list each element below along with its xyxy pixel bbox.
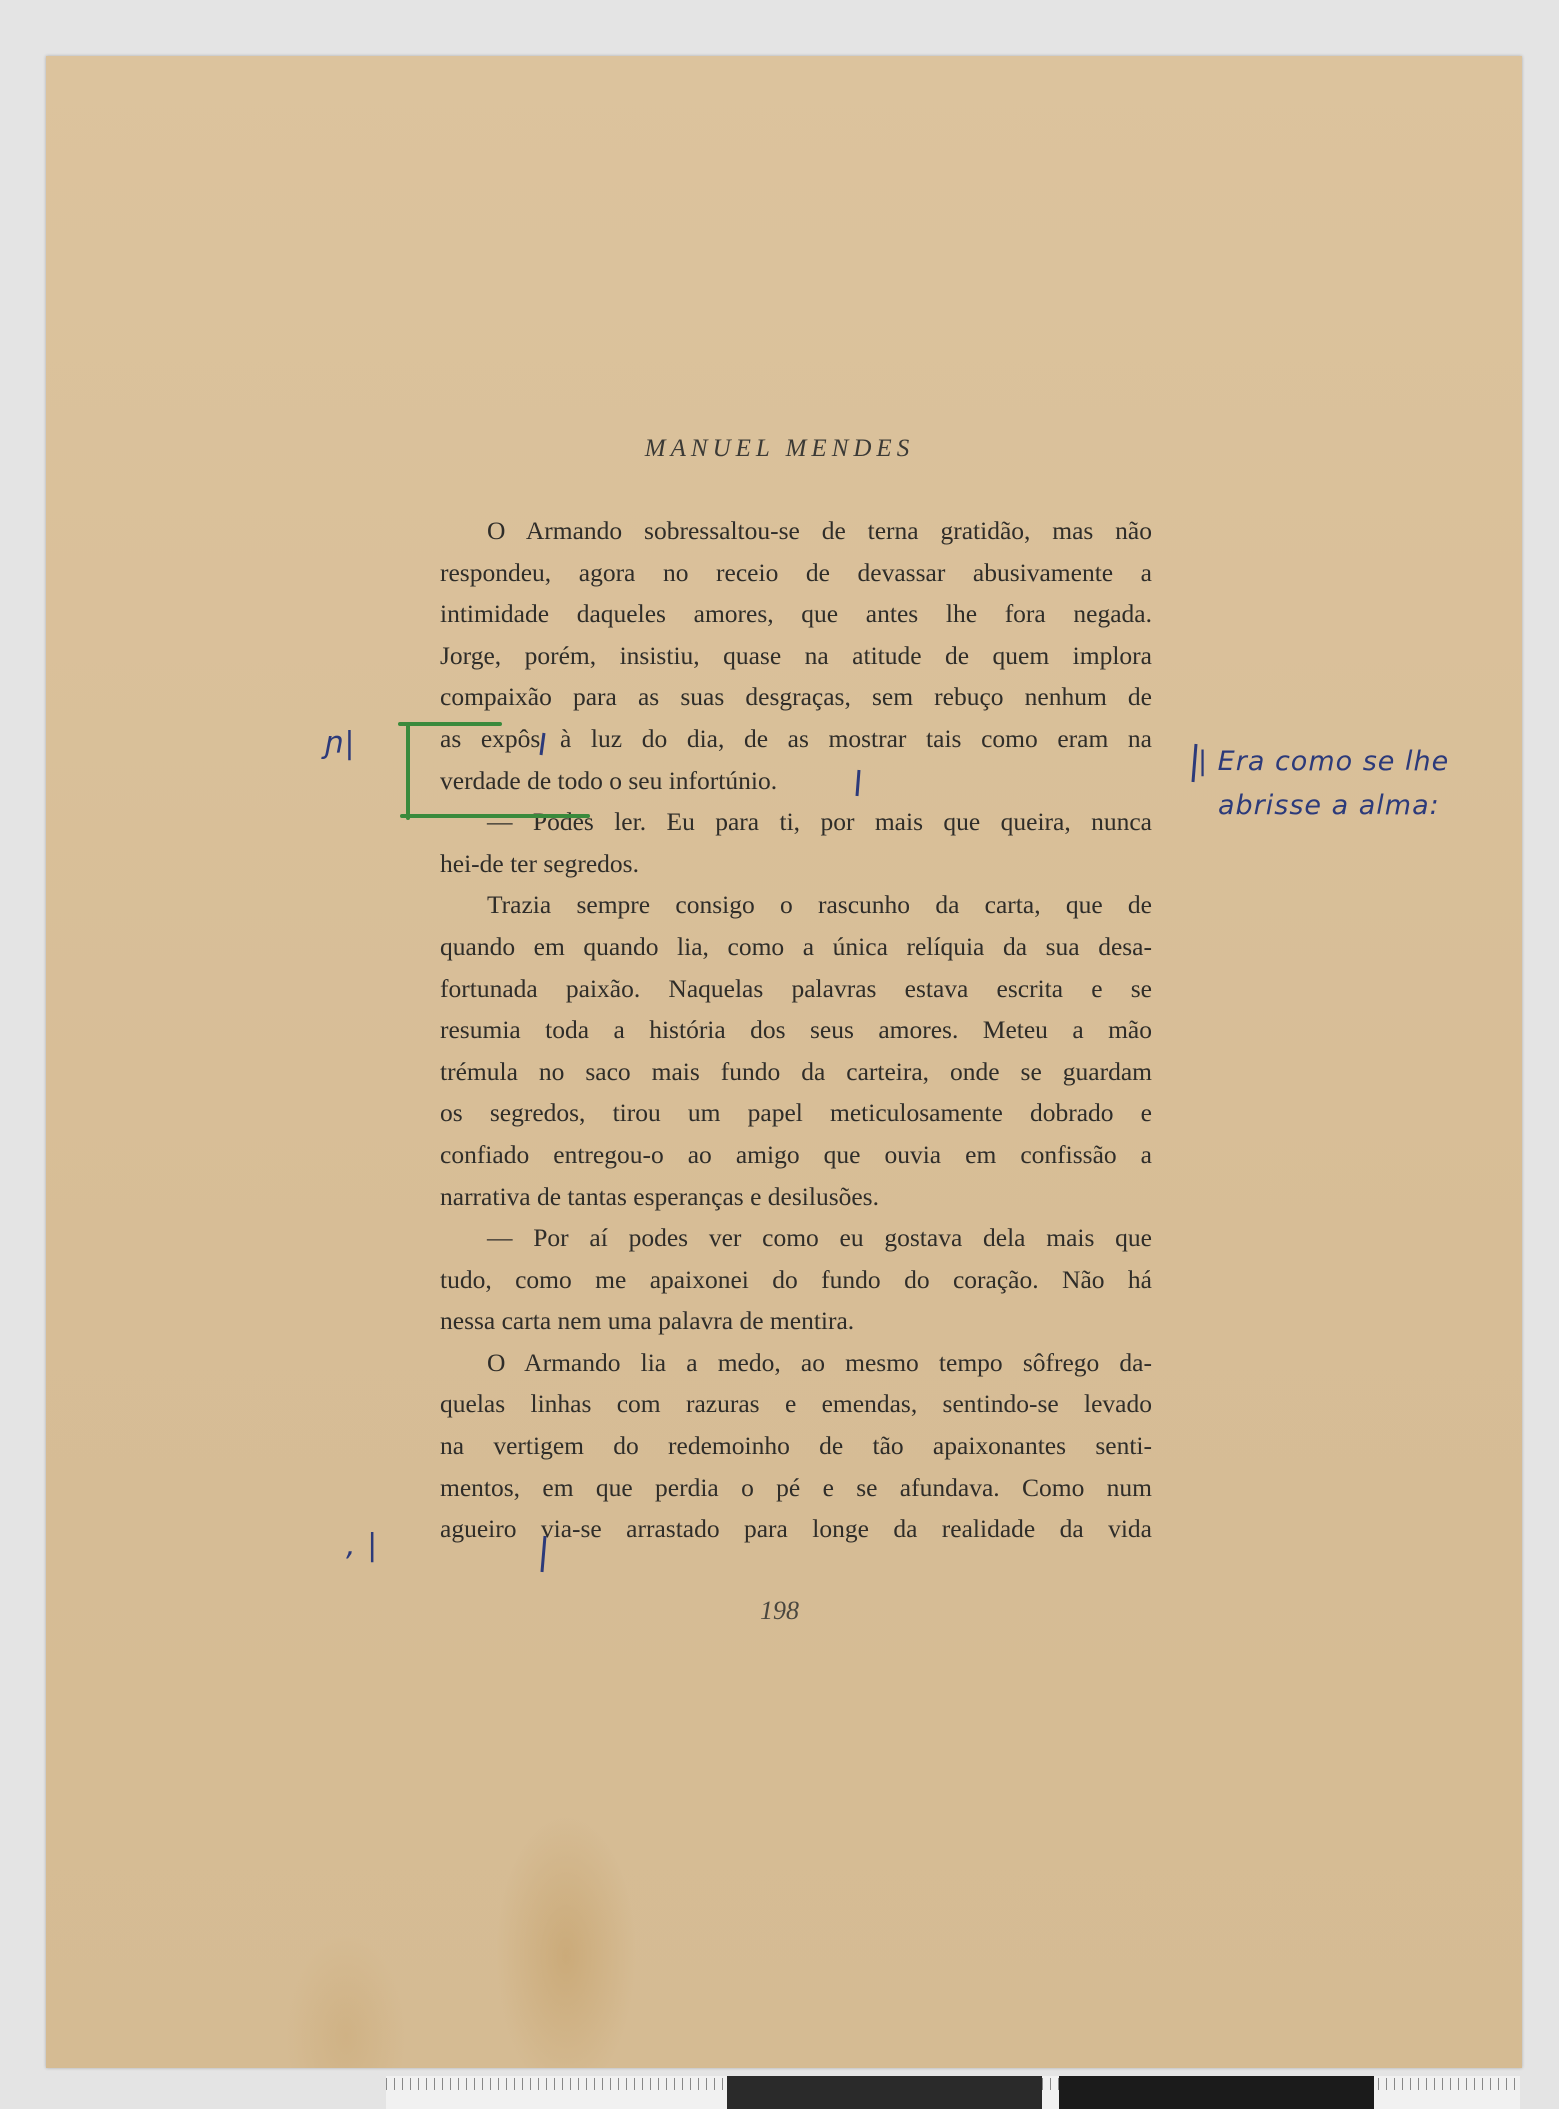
text-line: O Armando sobressaltou-se de terna gratidão, mas não (487, 516, 1152, 545)
text-line: agueiro via-se arrastado para longe da realidade da vida (440, 1514, 1152, 1544)
scale-ruler (386, 2076, 1520, 2109)
text-line: intimidade daqueles amores, que antes lhe fora negada. (440, 599, 1152, 629)
text-line: quelas linhas com razuras e emendas, sentindo-se levado (440, 1389, 1152, 1419)
text-line: os segredos, tirou um papel meticulosamente dobrado e (440, 1098, 1152, 1128)
text-line: confiado entregou-o ao amigo que ouvia em confissão a (440, 1139, 1152, 1169)
margin-note-line-1: | Era como se lhe (1198, 746, 1450, 777)
text-line: narrativa de tantas esperanças e desilusões. (440, 1181, 879, 1211)
insertion-mark (1193, 744, 1196, 782)
ruler-block (1059, 2076, 1374, 2109)
text-line: O Armando lia a medo, ao mesmo tempo sôfrego da- (487, 1347, 1152, 1377)
text-line: tudo, como me apaixonei do fundo do coração. Não há (440, 1264, 1152, 1294)
text-line: fortunada paixão. Naquelas palavras estava escrita e se (440, 973, 1152, 1003)
text-line: nessa carta nem uma palavra de mentira. (440, 1306, 855, 1336)
text-line: resumia toda a história dos seus amores. Meteu a mão (440, 1015, 1152, 1045)
text-line: mentos, em que perdia o pé e se afundava. Como num (440, 1472, 1152, 1502)
margin-mark-left-1: ɲ| (324, 726, 356, 761)
text-line: compaixão para as suas desgraças, sem rebuço nenhum de (440, 682, 1152, 712)
green-bracket-mark (400, 724, 588, 818)
running-head: MANUEL MENDES (644, 435, 915, 462)
margin-note-line-2: abrisse a alma: (1218, 790, 1440, 821)
ruler-block (727, 2076, 1042, 2109)
text-line: hei-de ter segredos. (440, 848, 639, 878)
text-line: verdade de todo o seu infortúnio. (440, 765, 778, 795)
insertion-mark (857, 770, 859, 796)
text-line: trémula no saco mais fundo da carteira, onde se guardam (440, 1056, 1152, 1086)
text-line: — Por aí podes ver como eu gostava dela mais que (487, 1223, 1152, 1253)
margin-mark-left-2: , | (346, 1528, 379, 1563)
text-line: na vertigem do redemoinho de tão apaixonantes senti- (440, 1431, 1152, 1461)
text-line: Jorge, porém, insistiu, quase na atitude de quem implora (440, 640, 1152, 670)
insertion-mark (542, 1536, 545, 1572)
page-number: 198 (760, 1596, 799, 1625)
text-line: — Podes ler. Eu para ti, por mais que queira, nunca (487, 807, 1152, 837)
text-line: respondeu, agora no receio de devassar abusivamente a (440, 557, 1152, 587)
text-line: as expôs à luz do dia, de as mostrar tais como eram na (440, 723, 1152, 753)
text-line: quando em quando lia, como a única relíquia da sua desa- (440, 931, 1152, 961)
insertion-mark (541, 733, 544, 755)
text-line: Trazia sempre consigo o rascunho da carta, que de (487, 890, 1152, 920)
